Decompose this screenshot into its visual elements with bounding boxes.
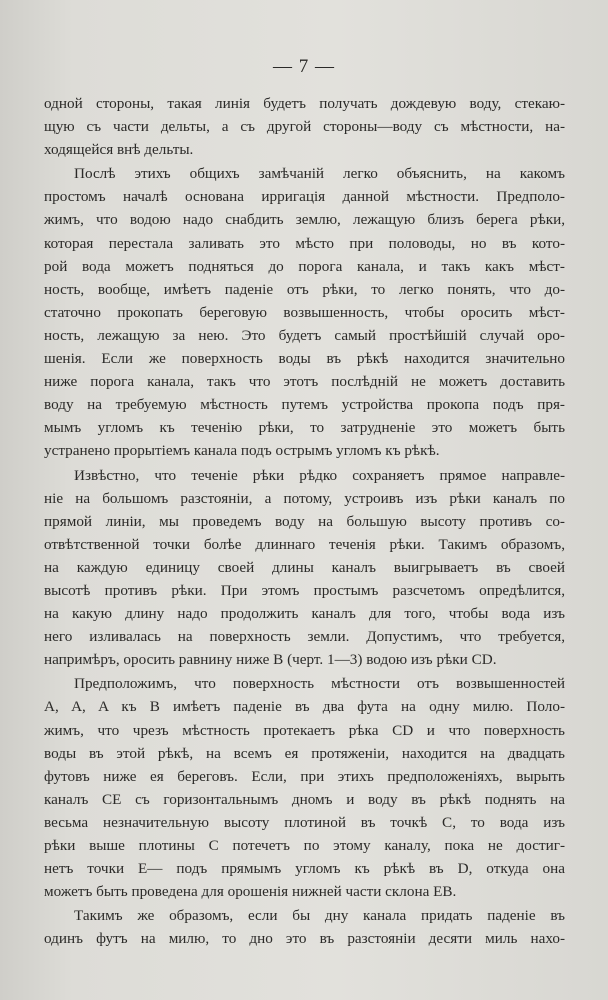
text-line: одинъ футъ на милю, то дно это въ разстояніи десяти миль нахо-: [44, 930, 565, 948]
text-line: Предположимъ, что поверхность мѣстности отъ возвышенностей: [74, 675, 565, 693]
text-line: весьма незначительную высоту плотиной въ точкѣ C, то вода изъ: [44, 813, 565, 831]
text-line: футовъ ниже ея береговъ. Если, при этихъ предположеніяхъ, вырыть: [44, 767, 565, 785]
text-line: ніе на большомъ разстояніи, а потому, устроивъ изъ рѣки каналъ по: [44, 489, 565, 507]
text-line: прямой линіи, мы проведемъ воду на большую высоту противъ со-: [44, 512, 565, 530]
text-line: шенія. Если же поверхность воды въ рѣкѣ находится значительно: [44, 350, 565, 368]
text-line: можетъ быть проведена для орошенія нижней части склона EB.: [44, 883, 457, 901]
text-line: статочно прокопать береговую возвышенность, чтобы оросить мѣст-: [44, 303, 565, 321]
text-line: жимъ, что чрезъ мѣстность протекаетъ рѣка CD и что поверхность: [44, 721, 565, 739]
text-line: рой вода можетъ подняться до порога канала, и такъ какъ мѣст-: [44, 257, 565, 275]
text-line: него изливалась на поверхность земли. Допустимъ, что требуется,: [44, 628, 565, 646]
text-line: ность, вообще, имѣетъ паденіе отъ рѣки, то легко понять, что до-: [44, 280, 565, 298]
body-text: [44, 92, 565, 950]
paragraph: [44, 464, 565, 672]
text-line: воды въ этой рѣкѣ, на всемъ ея протяженіи, находится на двадцать: [44, 744, 565, 762]
paragraph: [44, 92, 565, 161]
text-line: Такимъ же образомъ, если бы дну канала придать паденіе въ: [74, 907, 565, 925]
text-line: на какую длину надо продолжить каналъ для того, чтобы вода изъ: [44, 605, 565, 623]
text-line: A, A, A къ B имѣетъ паденіе въ два фута на одну милю. Поло-: [44, 698, 565, 716]
text-line: мымъ угломъ къ теченію рѣки, то затрудненіе это можетъ быть: [44, 419, 565, 437]
text-line: высотѣ противъ рѣки. При этомъ простымъ разсчетомъ опредѣлится,: [44, 581, 565, 599]
text-line: отвѣтственной точки болѣе длиннаго теченія рѣки. Такимъ образомъ,: [44, 535, 565, 553]
text-line: одной стороны, такая линія будетъ получать дождевую воду, стекаю-: [44, 95, 565, 112]
text-line: воду на требуемую мѣстность путемъ устройства прокопа подъ пря-: [44, 396, 565, 414]
text-line: ниже порога канала, такъ что этотъ послѣдній не можетъ доставить: [44, 373, 565, 391]
text-line: напримѣръ, оросить равнину ниже B (черт. 1—3) водою изъ рѣки CD.: [44, 651, 497, 669]
text-line: Послѣ этихъ общихъ замѣчаній легко объяснить, на какомъ: [74, 165, 565, 183]
text-line: Извѣстно, что теченіе рѣки рѣдко сохраняетъ прямое направле-: [74, 466, 565, 484]
text-line: рѣки выше плотины C потечетъ по этому каналу, пока не достиг-: [44, 837, 565, 854]
text-line: ность, лежащую за нею. Это будетъ самый простѣйшій случай оро-: [44, 326, 565, 344]
text-line: каналъ CE съ горизонтальнымъ дномъ и воду въ рѣкѣ поднять на: [44, 790, 565, 808]
text-line: на каждую единицу своей длины каналъ выигрываетъ въ своей: [44, 558, 565, 576]
paragraph: [44, 904, 565, 950]
text-line: устранено прорытіемъ канала подъ острымъ угломъ къ рѣкѣ.: [44, 442, 440, 460]
page-number: — 7 —: [273, 56, 335, 77]
text-line: простомъ началѣ основана ирригація данной мѣстности. Предполо-: [44, 188, 565, 206]
text-line: ходящейся внѣ дельты.: [44, 141, 194, 159]
paragraph: [44, 162, 565, 462]
text-line: нетъ точки E— подъ прямымъ угломъ къ рѣкѣ въ D, откуда она: [44, 860, 565, 878]
text-line: которая перестала заливать это мѣсто при половоды, но въ кото-: [44, 234, 565, 252]
text-line: щую съ части дельты, а съ другой стороны—воду съ мѣстности, на-: [44, 118, 565, 136]
paragraph: [44, 672, 565, 903]
text-line: жимъ, что водою надо снабдить землю, лежащую близъ берега рѣки,: [44, 211, 565, 229]
